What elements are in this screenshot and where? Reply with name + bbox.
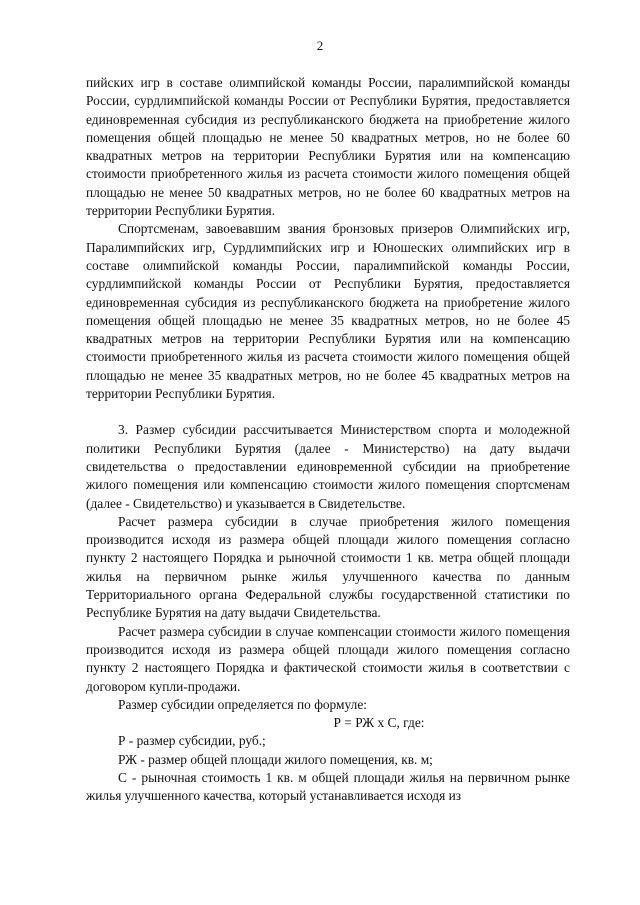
paragraph-formula-intro: Размер субсидии определяется по формуле: [118,696,367,712]
paragraph-continuation: пийских игр в составе олимпийской команды России, паралимпийской команды России, сурдлимпийской команды России от Республики Бурятия, предоставляется единовременная субсидия из республиканского бюджета на приобретение жилого помещения общей площадью не менее 50 квадратных метров, но не более 60 квадратных метров на территории Республики Бурятия или на компенсацию стоимости приобретенного жилья из расчета стоимости жилого помещения общей площадью не менее 50 квадратных метров, но не более 60 квадратных метров на территории Республики Бурятия. [86,75,570,219]
definition-rzh: РЖ - размер общей площади жилого помещения, кв. м; [118,751,433,767]
paragraph-gap [86,403,570,421]
paragraph-bronze-medalists: Спортсменам, завоевавшим звания бронзовых призеров Олимпийских игр, Паралимпийских игр, Сурдлимпийских игр и Юношеских олимпийских игр в составе олимпийской команды России, паралимпийской команды России, сурдлимпийской команды России от Республики Бурятия, предоставляется единовременная субсидия из республиканского бюджета на приобретение жилого помещения общей площадью не менее 35 квадратных метров, но не более 45 квадратных метров на территории Республики Бурятия или на компенсацию стоимости приобретенного жилья из расчета стоимости жилого помещения общей площадью не менее 35 квадратных метров, но не более 45 квадратных метров на территории Республики Бурятия. [86,221,570,402]
definition-p: Р - размер субсидии, руб.; [118,733,266,749]
paragraph-compensation-calculation: Расчет размера субсидии в случае компенсации стоимости жилого помещения производится исходя из размера общей площади жилого помещения согласно пункту 2 настоящего Порядка и фактической стоимости жилья в соответствии с договором купли-продажи. [86,623,570,694]
page-number: 2 [316,38,324,53]
formula: Р = РЖ х С, где: [333,715,425,731]
definition-c: С - рыночная стоимость 1 кв. м общей площади жилья на первичном рынке жилья улучшенного качества, который устанавливается исходя из [86,769,570,804]
paragraph-purchase-calculation: Расчет размера субсидии в случае приобретения жилого помещения производится исходя из размера общей площади жилого помещения согласно пункту 2 настоящего Порядка и рыночной стоимости 1 кв. метра общей площади жилья на первичном рынке жилья улучшенного качества по данным Территориального органа Федеральной службы государственной статистики по Республике Бурятия на дату выдачи Свидетельства. [86,513,570,621]
document-body [86,74,570,806]
paragraph-section-3: 3. Размер субсидии рассчитывается Министерством спорта и молодежной политики Республики Бурятия (далее - Министерство) на дату выдачи свидетельства о предоставлении единовременной субсидии на приобретение жилого помещения или компенсацию стоимости жилого помещения спортсменам (далее - Свидетельство) и указывается в Свидетельстве. [86,422,570,511]
